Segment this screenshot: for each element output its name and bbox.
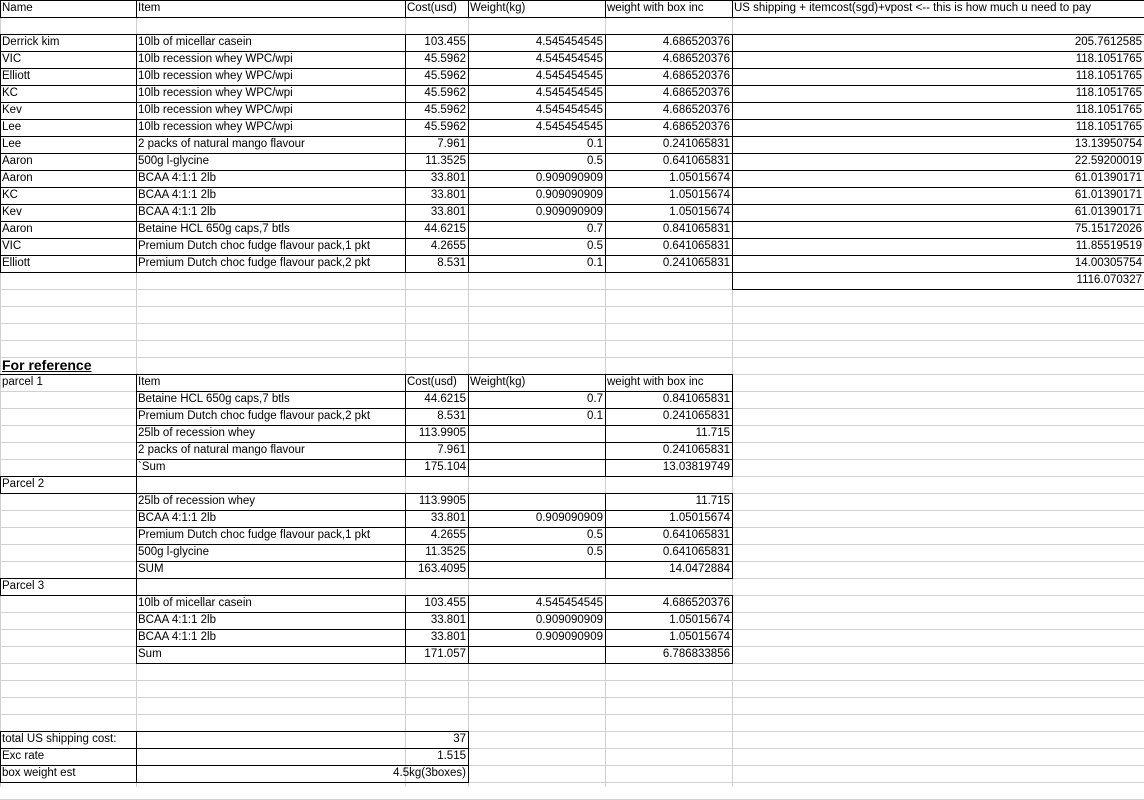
order-name-cell[interactable]: Lee	[2, 121, 22, 133]
parcel-item-cell[interactable]: BCAA 4:1:1 2lb	[138, 512, 216, 524]
parcel-label[interactable]: Parcel 3	[2, 580, 45, 592]
cell-border	[0, 493, 137, 494]
order-item-cell[interactable]: BCAA 4:1:1 2lb	[138, 189, 216, 201]
order-weight-cell[interactable]: 0.5	[587, 155, 603, 167]
parcel-weight-cell[interactable]	[468, 442, 605, 459]
order-name-cell[interactable]: VIC	[2, 53, 22, 65]
order-weight-box-cell[interactable]: 4.686520376	[662, 70, 730, 82]
parcel-cost-cell[interactable]: 103.455	[424, 597, 466, 609]
grid-row-line	[0, 306, 1144, 307]
cell-border	[0, 17, 1144, 18]
cell-border	[0, 782, 469, 783]
parcel-item-cell[interactable]: Premium Dutch choc fudge flavour pack,1 pkt	[138, 529, 371, 541]
order-weight-cell[interactable]: 0.909090909	[535, 172, 603, 184]
order-pay-cell[interactable]: 61.01390171	[1074, 189, 1142, 201]
summary-value-cell[interactable]: 4.5kg(3boxes)	[393, 767, 466, 779]
grid-row-line	[0, 714, 1144, 715]
cell-border	[732, 595, 733, 664]
header-weight-cell[interactable]: Weight(kg)	[470, 2, 526, 14]
parcel-cost-cell[interactable]: 113.9905	[418, 427, 466, 439]
order-pay-cell[interactable]: 118.1051765	[1075, 104, 1142, 116]
parcel-cost-cell[interactable]: 4.2655	[430, 529, 466, 541]
parcel-weight-box-cell[interactable]: 14.0472884	[669, 563, 730, 575]
cell-border	[0, 595, 137, 596]
order-name-cell[interactable]: Kev	[2, 206, 22, 218]
parcel-weight-cell[interactable]	[468, 646, 605, 663]
parcel-weight-box-cell[interactable]: 4.686520376	[662, 597, 730, 609]
pay-total-cell[interactable]: 1116.070327	[1076, 274, 1142, 286]
cell-border	[136, 578, 137, 596]
parcel-weight-box-cell[interactable]: 0.241065831	[662, 444, 730, 456]
cell-border	[136, 578, 733, 579]
parcel-item-cell[interactable]: Sum	[138, 648, 162, 660]
order-weight-box-cell[interactable]: 4.686520376	[662, 53, 730, 65]
cell-border	[732, 289, 1144, 290]
parcel-weight-box-cell[interactable]: 1.05015674	[669, 614, 730, 626]
order-pay-cell[interactable]: 205.7612585	[1074, 36, 1142, 48]
header-item-cell[interactable]: Item	[138, 2, 161, 14]
parcel-cost-cell[interactable]: 33.801	[430, 512, 466, 524]
parcel-weight-box-cell[interactable]: 6.786833856	[662, 648, 730, 660]
parcel-item-cell[interactable]: Betaine HCL 650g caps,7 btls	[138, 393, 290, 405]
order-weight-box-cell[interactable]: 4.686520376	[662, 104, 730, 116]
parcel-cost-cell[interactable]: 171.057	[424, 648, 466, 660]
parcel-item-cell[interactable]: BCAA 4:1:1 2lb	[138, 631, 216, 643]
order-name-cell[interactable]: Aaron	[2, 155, 33, 167]
order-pay-cell[interactable]: 118.1051765	[1075, 53, 1142, 65]
order-cost-cell[interactable]: 4.2655	[430, 240, 466, 252]
order-cost-cell[interactable]: 8.531	[437, 257, 466, 269]
order-cost-cell[interactable]: 44.6215	[424, 223, 466, 235]
order-item-cell[interactable]: 10lb of micellar casein	[138, 36, 252, 48]
parcel-label[interactable]: parcel 1	[2, 376, 43, 388]
order-pay-cell[interactable]: 118.1051765	[1075, 87, 1142, 99]
parcel-weight-box-cell[interactable]: 0.641065831	[662, 546, 730, 558]
parcel-cost-cell[interactable]: 163.4095	[418, 563, 466, 575]
parcel-weight-cell[interactable]	[468, 459, 605, 476]
parcel-item-cell[interactable]: 2 packs of natural mango flavour	[138, 444, 305, 456]
parcel-weight-cell[interactable]: 0.5	[587, 546, 603, 558]
parcel-weight-box-cell[interactable]: 1.05015674	[669, 512, 730, 524]
order-cost-cell[interactable]: 7.961	[437, 138, 466, 150]
order-pay-cell[interactable]: 61.01390171	[1074, 172, 1142, 184]
order-weight-box-cell[interactable]: 0.641065831	[662, 155, 730, 167]
order-cost-cell[interactable]: 45.5962	[424, 87, 466, 99]
order-weight-cell[interactable]: 4.545454545	[535, 70, 603, 82]
summary-label-cell[interactable]: total US shipping cost:	[2, 733, 117, 745]
order-cost-cell[interactable]: 11.3525	[425, 155, 466, 167]
order-weight-cell[interactable]: 0.1	[587, 138, 603, 150]
header-weight-box-cell[interactable]: weight with box inc	[607, 2, 704, 14]
parcel-weight-box-cell[interactable]: 0.241065831	[662, 410, 730, 422]
order-weight-cell[interactable]: 0.909090909	[535, 206, 603, 218]
order-weight-box-cell[interactable]: 0.841065831	[662, 223, 730, 235]
parcel-item-cell[interactable]: SUM	[138, 563, 164, 575]
order-name-cell[interactable]: Kev	[2, 104, 22, 116]
reference-title[interactable]: For reference	[2, 357, 92, 373]
parcel-cost-cell[interactable]: 33.801	[430, 631, 466, 643]
order-name-cell[interactable]: KC	[2, 87, 18, 99]
order-weight-box-cell[interactable]: 4.686520376	[662, 36, 730, 48]
order-cost-cell[interactable]: 103.455	[424, 36, 466, 48]
order-item-cell[interactable]: BCAA 4:1:1 2lb	[138, 172, 216, 184]
parcel-item-cell[interactable]: 25lb of recession whey	[138, 427, 255, 439]
cell-border	[136, 663, 733, 664]
grid-row-line	[0, 340, 1144, 341]
parcel-weight-box-cell[interactable]: 11.715	[695, 427, 730, 439]
order-weight-cell[interactable]: 0.7	[587, 223, 603, 235]
order-weight-cell[interactable]: 4.545454545	[535, 104, 603, 116]
order-weight-cell[interactable]: 4.545454545	[535, 87, 603, 99]
order-pay-cell[interactable]: 14.00305754	[1074, 257, 1142, 269]
parcel-cost-cell[interactable]: 33.801	[430, 614, 466, 626]
order-weight-cell[interactable]: 4.545454545	[535, 36, 603, 48]
order-item-cell[interactable]: Premium Dutch choc fudge flavour pack,1 pkt	[138, 240, 371, 252]
parcel-label[interactable]: Parcel 2	[2, 478, 45, 490]
order-cost-cell[interactable]: 45.5962	[424, 53, 466, 65]
cell-border	[732, 493, 733, 579]
parcel-weight-cell[interactable]: Weight(kg)	[470, 376, 526, 388]
order-weight-cell[interactable]: 0.5	[587, 240, 603, 252]
order-item-cell[interactable]: 10lb recession whey WPC/wpi	[138, 121, 293, 133]
order-item-cell[interactable]: Premium Dutch choc fudge flavour pack,2 pkt	[138, 257, 371, 269]
order-weight-box-cell[interactable]: 4.686520376	[662, 121, 730, 133]
parcel-weight-cell[interactable]	[468, 493, 605, 510]
parcel-cost-cell[interactable]: Cost(usd)	[407, 376, 457, 388]
cell-border	[468, 731, 469, 783]
parcel-weight-box-cell[interactable]: weight with box inc	[607, 376, 704, 388]
order-pay-cell[interactable]: 61.01390171	[1074, 206, 1142, 218]
order-item-cell[interactable]: 2 packs of natural mango flavour	[138, 138, 305, 150]
parcel-weight-cell[interactable]	[468, 561, 605, 578]
cell-border	[136, 476, 137, 494]
order-weight-cell[interactable]: 4.545454545	[535, 121, 603, 133]
parcel-cost-cell[interactable]: 44.6215	[424, 393, 466, 405]
order-pay-cell[interactable]: 11.85519519	[1075, 240, 1142, 252]
order-item-cell[interactable]: 10lb recession whey WPC/wpi	[138, 87, 293, 99]
parcel-cost-cell[interactable]: 175.104	[424, 461, 466, 473]
cell-border	[136, 476, 733, 477]
order-weight-box-cell[interactable]: 0.241065831	[662, 257, 730, 269]
summary-label-cell[interactable]: box weight est	[2, 767, 76, 779]
order-cost-cell[interactable]: 33.801	[430, 172, 466, 184]
summary-value-cell[interactable]: 37	[453, 733, 466, 745]
header-us-shipping-cell[interactable]: US shipping + itemcost(sgd)+vpost <-- this is how much u need to pay	[734, 2, 1091, 14]
parcel-item-cell[interactable]: 500g l-glycine	[138, 546, 209, 558]
parcel-weight-box-cell[interactable]: 0.841065831	[662, 393, 730, 405]
header-cost-cell[interactable]: Cost(usd)	[407, 2, 457, 14]
parcel-weight-cell[interactable]	[468, 425, 605, 442]
parcel-item-cell[interactable]: Premium Dutch choc fudge flavour pack,2 pkt	[138, 410, 371, 422]
grid-row-line	[0, 323, 1144, 324]
parcel-item-cell[interactable]: 25lb of recession whey	[138, 495, 255, 507]
order-cost-cell[interactable]: 45.5962	[424, 70, 466, 82]
parcel-weight-cell[interactable]: 0.5	[587, 529, 603, 541]
summary-value-cell[interactable]: 1.515	[437, 750, 466, 762]
order-item-cell[interactable]: BCAA 4:1:1 2lb	[138, 206, 216, 218]
parcel-cost-cell[interactable]: 113.9905	[418, 495, 466, 507]
order-name-cell[interactable]: Derrick kim	[2, 36, 60, 48]
order-pay-cell[interactable]: 22.59200019	[1074, 155, 1142, 167]
order-name-cell[interactable]: Aaron	[2, 172, 33, 184]
header-name-cell[interactable]: Name	[2, 2, 33, 14]
order-weight-cell[interactable]: 4.545454545	[535, 53, 603, 65]
order-pay-cell[interactable]: 13.13950754	[1074, 138, 1142, 150]
order-name-cell[interactable]: Elliott	[2, 257, 31, 269]
order-weight-box-cell[interactable]: 4.686520376	[662, 87, 730, 99]
parcel-weight-box-cell[interactable]: 11.715	[695, 495, 730, 507]
grid-row-line	[0, 697, 1144, 698]
order-item-cell[interactable]: 500g l-glycine	[138, 155, 209, 167]
parcel-weight-cell[interactable]: 0.909090909	[535, 631, 603, 643]
parcel-weight-box-cell[interactable]: 0.641065831	[662, 529, 730, 541]
order-name-cell[interactable]: Elliott	[2, 70, 31, 82]
order-weight-box-cell[interactable]: 0.641065831	[662, 240, 730, 252]
order-item-cell[interactable]: Betaine HCL 650g caps,7 btls	[138, 223, 290, 235]
order-name-cell[interactable]: Aaron	[2, 223, 33, 235]
order-item-cell[interactable]: 10lb recession whey WPC/wpi	[138, 104, 293, 116]
parcel-weight-cell[interactable]: 0.7	[587, 393, 603, 405]
order-cost-cell[interactable]: 45.5962	[424, 104, 466, 116]
parcel-cost-cell[interactable]: 7.961	[437, 444, 466, 456]
order-item-cell[interactable]: 10lb recession whey WPC/wpi	[138, 53, 293, 65]
order-weight-cell[interactable]: 0.909090909	[535, 189, 603, 201]
parcel-item-cell[interactable]: 10lb of micellar casein	[138, 597, 252, 609]
order-cost-cell[interactable]: 33.801	[430, 206, 466, 218]
order-item-cell[interactable]: 10lb recession whey WPC/wpi	[138, 70, 293, 82]
grid-row-line	[0, 680, 1144, 681]
order-weight-box-cell[interactable]: 1.05015674	[669, 172, 730, 184]
parcel-cost-cell[interactable]: 11.3525	[425, 546, 466, 558]
parcel-weight-box-cell[interactable]: 1.05015674	[669, 631, 730, 643]
order-weight-box-cell[interactable]: 1.05015674	[669, 206, 730, 218]
order-cost-cell[interactable]: 33.801	[430, 189, 466, 201]
order-cost-cell[interactable]: 45.5962	[424, 121, 466, 133]
grid-row-line	[0, 357, 1144, 358]
order-pay-cell[interactable]: 75.15172026	[1074, 223, 1142, 235]
order-pay-cell[interactable]: 118.1051765	[1075, 70, 1142, 82]
order-weight-cell[interactable]: 0.1	[587, 257, 603, 269]
parcel-weight-cell[interactable]: 0.909090909	[535, 512, 603, 524]
order-pay-cell[interactable]: 118.1051765	[1075, 121, 1142, 133]
order-weight-box-cell[interactable]: 1.05015674	[669, 189, 730, 201]
order-name-cell[interactable]: Lee	[2, 138, 22, 150]
parcel-weight-box-cell[interactable]: 13.03819749	[662, 461, 730, 473]
cell-border	[732, 374, 733, 477]
order-weight-box-cell[interactable]: 0.241065831	[662, 138, 730, 150]
parcel-item-cell[interactable]: BCAA 4:1:1 2lb	[138, 614, 216, 626]
parcel-header-item[interactable]: Item	[138, 376, 161, 388]
parcel-weight-cell[interactable]: 4.545454545	[535, 597, 603, 609]
parcel-weight-cell[interactable]: 0.1	[587, 410, 603, 422]
summary-label-cell[interactable]: Exc rate	[2, 750, 45, 762]
parcel-weight-cell[interactable]: 0.909090909	[535, 614, 603, 626]
parcel-item-cell[interactable]: `Sum	[138, 461, 166, 473]
order-name-cell[interactable]: KC	[2, 189, 18, 201]
order-name-cell[interactable]: VIC	[2, 240, 22, 252]
parcel-cost-cell[interactable]: 8.531	[437, 410, 466, 422]
